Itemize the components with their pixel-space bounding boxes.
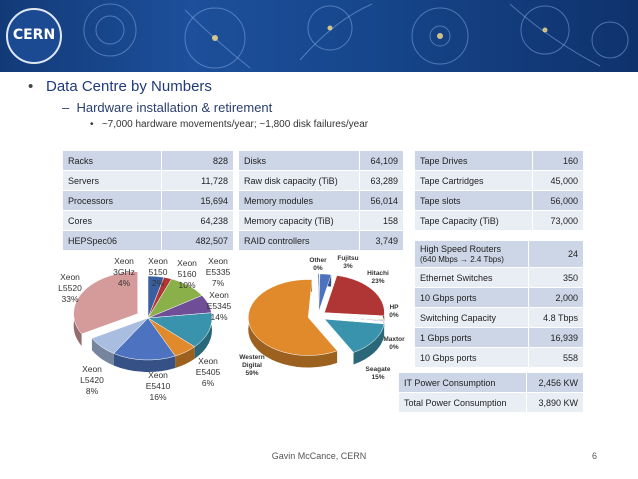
table-row: 1 Gbps ports 16,939 [415,328,584,348]
pie-label: Seagate 15% [365,366,391,381]
bullet-level2: – Hardware installation & retirement [62,100,273,115]
pie-label: Maxtor 0% [383,336,405,351]
table-row: Cores 64,238 [63,211,234,231]
table-row: Memory capacity (TiB) 158 [239,211,404,231]
table-row: Processors 15,694 [63,191,234,211]
table-row: Total Power Consumption 3,890 KW [399,393,584,413]
table-row: Servers 11,728 [63,171,234,191]
pie-label: Other 0% [309,257,327,272]
table-row: Tape Drives 160 [415,151,584,171]
bullet-level1: • Data Centre by Numbers [28,78,212,95]
table-row: Memory modules 56,014 [239,191,404,211]
table-row: RAID controllers 3,749 [239,231,404,251]
table-row: Ethernet Switches 350 [415,268,584,288]
table-row: 10 Gbps ports 558 [415,348,584,368]
bullet-level3: • ~7,000 hardware movements/year; ~1,800 disk failures/year [90,119,369,130]
cern-logo: CERN [6,8,62,64]
table-row: Tape Capacity (TiB) 73,000 [415,211,584,231]
page-number: 6 [592,451,598,461]
pie-label: Xeon E5410 16% [145,370,171,402]
table-row: Tape Cartridges 45,000 [415,171,584,191]
pie-label: Xeon E5335 7% [205,256,231,288]
pie-label: Xeon L5520 33% [58,272,82,304]
table-row: Raw disk capacity (TiB) 63,289 [239,171,404,191]
pie-label: Fujitsu 3% [337,255,359,270]
table-row: Switching Capacity 4.8 Tbps [415,308,584,328]
table-row: 10 Gbps ports 2,000 [415,288,584,308]
pie-label: Xeon 3GHz 4% [113,256,135,288]
table-row: Disks 64,109 [239,151,404,171]
pie-label: Xeon E5345 14% [206,290,232,322]
table-row: Tape slots 56,000 [415,191,584,211]
pie-label: Western Digital 59% [239,354,265,377]
pie-label: Xeon E5405 6% [195,356,221,388]
pie-label: Hitachi 23% [367,270,389,285]
pie-label: Xeon L5420 8% [80,364,104,396]
pie-label: Xeon 5160 10% [177,258,197,290]
pie-label: Xeon 5150 2% [148,256,168,288]
table-row: Racks 828 [63,151,234,171]
table-row: IT Power Consumption 2,456 KW [399,373,584,393]
table-row: HEPSpec06 482,507 [63,231,234,251]
pie-label: HP 0% [389,304,399,319]
footer-presenter: Gavin McCance, CERN [271,451,367,461]
table-row: High Speed Routers (640 Mbps → 2.4 Tbps) 24 [415,241,584,268]
